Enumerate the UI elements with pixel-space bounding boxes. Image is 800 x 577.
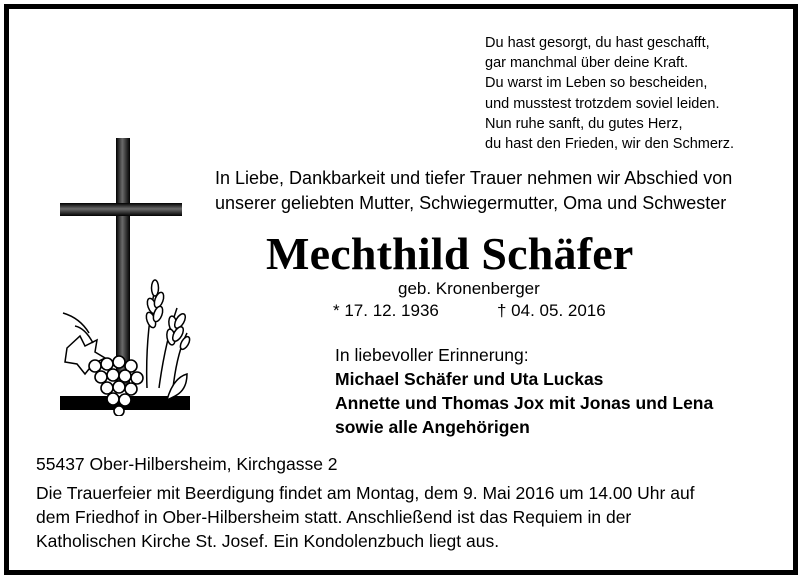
intro-text bbox=[215, 166, 732, 216]
mourner-line: sowie alle Angehörigen bbox=[335, 417, 530, 437]
funeral-info-line: Die Trauerfeier mit Beerdigung findet am Montag, dem 9. Mai 2016 um 14.00 Uhr auf bbox=[36, 483, 695, 503]
wheat-icon bbox=[145, 280, 192, 388]
mourner-line: Annette und Thomas Jox mit Jonas und Lena bbox=[335, 393, 714, 413]
address: 55437 Ober-Hilbersheim, Kirchgasse 2 bbox=[36, 454, 338, 474]
poem bbox=[485, 33, 734, 154]
funeral-info bbox=[36, 481, 695, 553]
cross-with-grapes-and-wheat-icon bbox=[55, 138, 195, 416]
funeral-info-line: Katholischen Kirche St. Josef. Ein Kondolenzbuch liegt aus. bbox=[36, 531, 500, 551]
poem-line: Nun ruhe sanft, du gutes Herz, bbox=[485, 115, 683, 132]
poem-line: gar manchmal über deine Kraft. bbox=[485, 55, 689, 72]
mourners-block bbox=[335, 343, 713, 439]
death-date: † 04. 05. 2016 bbox=[497, 301, 606, 320]
deceased-name: Mechthild Schäfer bbox=[266, 228, 634, 279]
mourner-line: Michael Schäfer und Uta Luckas bbox=[335, 369, 604, 389]
poem-line: du hast den Frieden, wir den Schmerz. bbox=[485, 136, 735, 153]
memory-heading: In liebevoller Erinnerung: bbox=[335, 345, 529, 365]
cross-horizontal-beam bbox=[60, 203, 182, 216]
intro-line: In Liebe, Dankbarkeit und tiefer Trauer nehmen wir Abschied von bbox=[215, 168, 733, 188]
funeral-info-line: dem Friedhof in Ober-Hilbersheim statt. Anschließend ist das Requiem in der bbox=[36, 507, 632, 527]
poem-line: und musstest trotzdem soviel leiden. bbox=[485, 95, 720, 112]
poem-line: Du hast gesorgt, du hast geschafft, bbox=[485, 35, 710, 51]
intro-line: unserer geliebten Mutter, Schwiegermutter, Oma und Schwester bbox=[215, 193, 727, 213]
poem-line: Du warst im Leben so bescheiden, bbox=[485, 75, 708, 92]
cross-vertical-beam bbox=[116, 138, 130, 388]
maiden-name: geb. Kronenberger bbox=[398, 279, 540, 298]
birth-date: * 17. 12. 1936 bbox=[333, 301, 439, 320]
